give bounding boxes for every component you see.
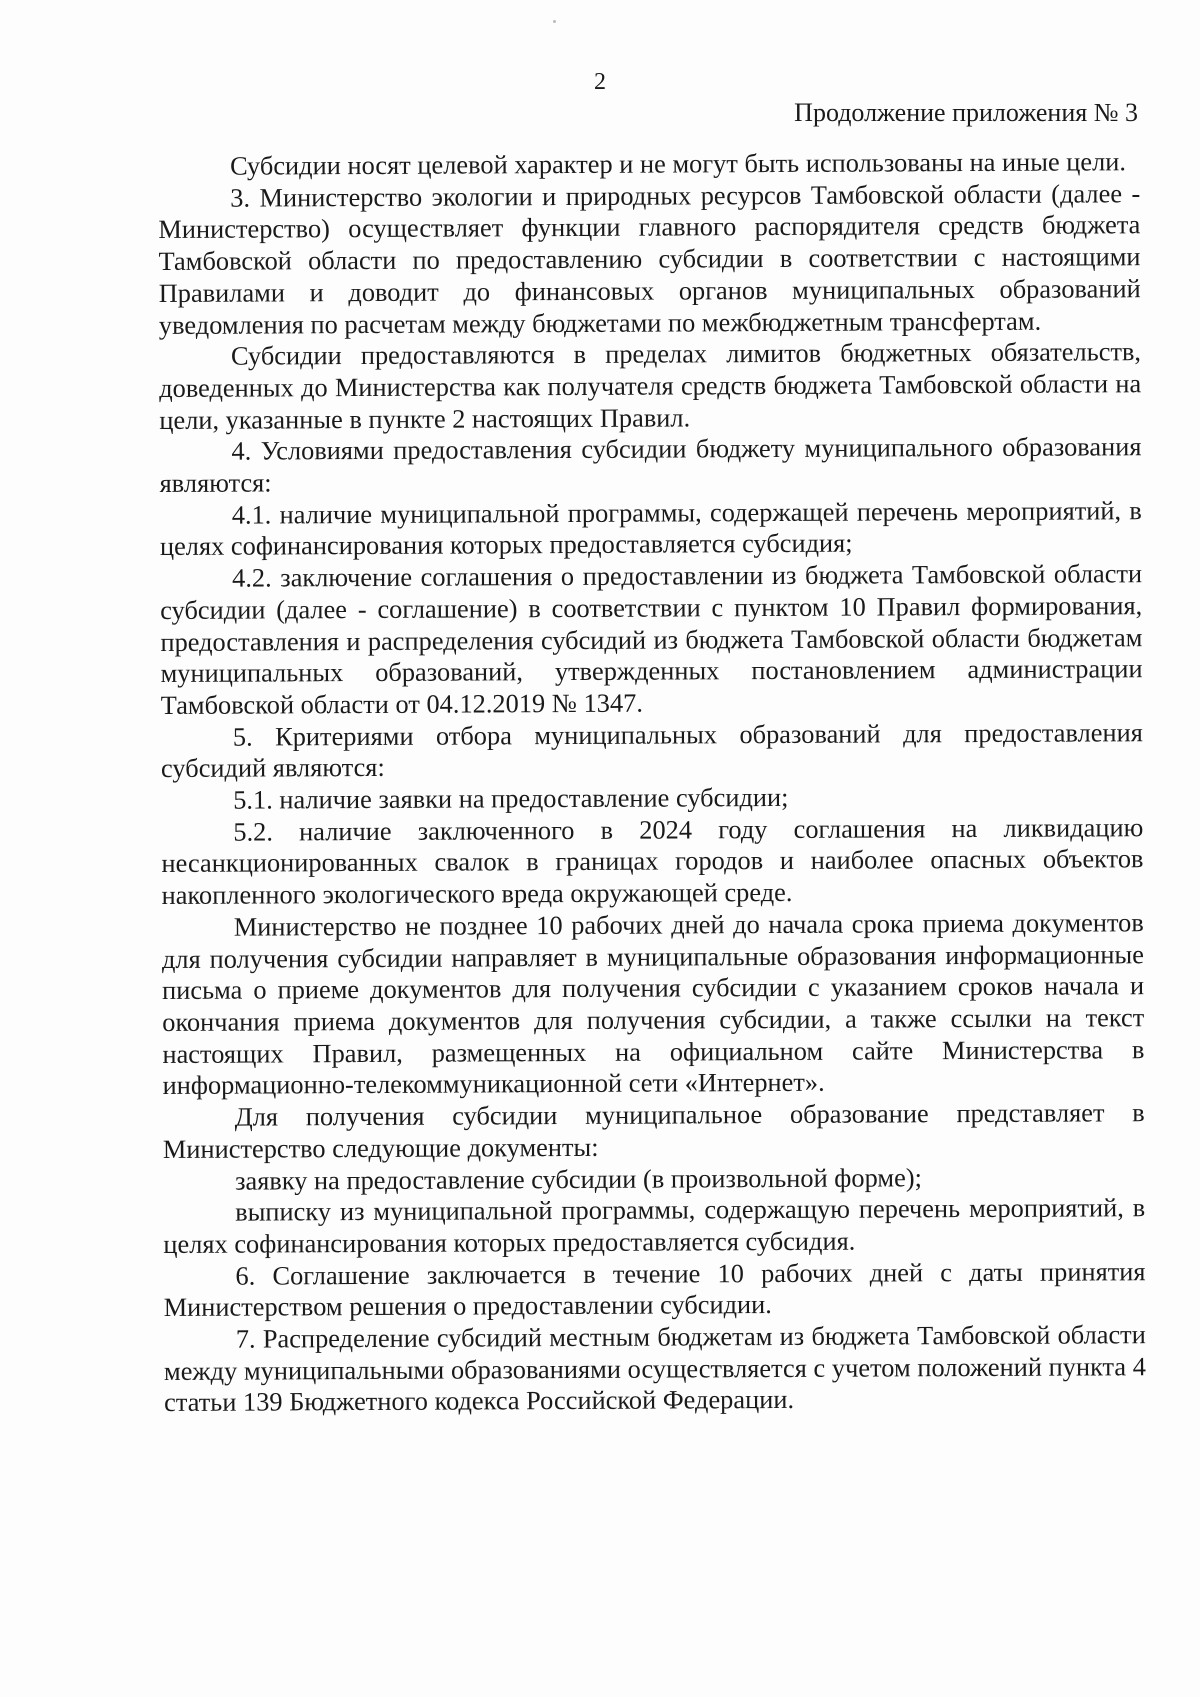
paragraph: 4.2. заключение соглашения о предоставлении из бюджета Тамбовской области субсидии (далее - соглашение) в соответствии с пунктом 10 Правил формирования, предоставления и распределения субсидий из бюджета Тамбовской области бюджетам муниципальных образований, утвержденных постановлением администрации Тамбовской области от 04.12.2019 № 1347. [160,558,1143,720]
paragraph: Субсидии предоставляются в пределах лимитов бюджетных обязательств, доведенных до Министерства как получателя средств бюджета Тамбовской области на цели, указанные в пункте 2 настоящих Правил. [159,336,1142,435]
paragraph: 4.1. наличие муниципальной программы, содержащей перечень мероприятий, в целях софинансирования которых предоставляется субсидия; [159,494,1142,562]
paragraph: заявку на предоставление субсидии (в произвольной форме); [234,1161,922,1196]
paragraph: 5. Критериями отбора муниципальных образований для предоставления субсидий являются: [160,716,1143,784]
paragraph: 6. Соглашение заключается в течение 10 рабочих дней с даты принятия Министерством решения о предоставлении субсидии. [163,1255,1146,1323]
paragraph: 7. Распределение субсидий местным бюджетам из бюджета Тамбовской области между муниципальными образованиями осуществляется с учетом положений пункта 4 статьи 139 Бюджетного кодекса Российской Федерации. [163,1319,1147,1418]
paragraph: 5.2. наличие заключенного в 2024 году соглашения на ликвидацию несанкционированных свалок в границах городов и наиболее опасных объектов накопленного экологического вреда окружающей среде. [161,811,1144,911]
paragraph: Для получения субсидии муниципальное образование представляет в Министерство следующие документы: [162,1097,1145,1164]
document-body [158,146,1146,1419]
paragraph: 5.1. наличие заявки на предоставление субсидии; [233,781,789,815]
appendix-label: Продолжение приложения № 3 [794,98,1138,127]
paragraph: Субсидии носят целевой характер и не могут быть использованы на иные цели. [229,146,1127,181]
scan-speck [553,20,556,23]
paragraph: 3. Министерство экологии и природных ресурсов Тамбовской области (далее - Министерство) осуществляет функции главного распорядителя средств бюджета Тамбовской области по предоставлению субсидии в соответствии с настоящими Правилами и доводит до финансовых органов муниципальных образований уведомления по расчетам между бюджетами по межбюджетным трансфертам. [158,177,1141,340]
paragraph: выписку из муниципальной программы, содержащую перечень мероприятий, в целях софинансирования которых предоставляется субсидия. [163,1192,1146,1259]
paragraph: Министерство не позднее 10 рабочих дней до начала срока приема документов для получения субсидии направляет в муниципальные образования информационные письма о приеме документов для получения субсидии с указанием сроков начала и окончания приема документов для получения субсидии, а также ссылки на текст настоящих Правил, размещенных на официальном сайте Министерства в информационно-телекоммуникационной сети «Интернет». [161,907,1145,1101]
page-number: 2 [594,69,606,95]
paragraph: 4. Условиями предоставления субсидии бюджету муниципального образования являются: [159,431,1142,499]
